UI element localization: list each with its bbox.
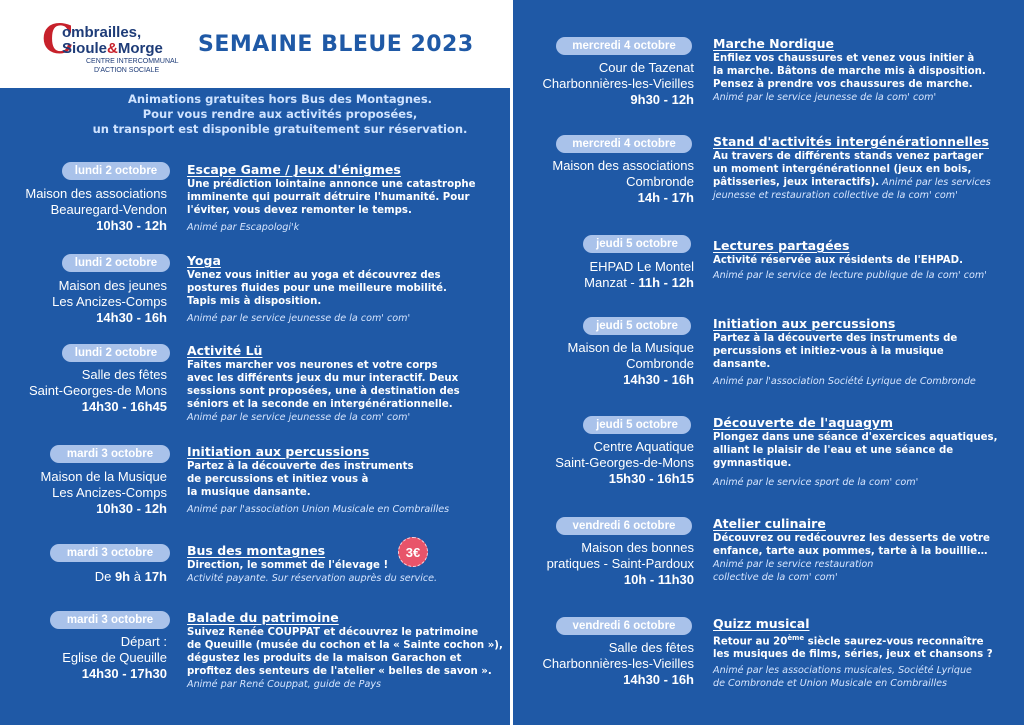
location-line: Maison de la Musique xyxy=(567,340,694,355)
event-date-pill: mercredi 4 octobre xyxy=(556,37,692,55)
event-location xyxy=(95,569,167,585)
event-location xyxy=(25,186,167,234)
event-time: 10h - 11h30 xyxy=(623,572,694,587)
activity-note: Animé par le service restauration xyxy=(713,559,874,570)
location-line: EHPAD Le Montel xyxy=(589,259,694,274)
activity-title: Marche Nordique xyxy=(713,36,834,51)
activity-desc-line: gymnastique. xyxy=(713,458,792,469)
time-sep: à xyxy=(130,569,145,584)
logo-line-3: CENTRE INTERCOMMUNAL xyxy=(86,58,179,65)
event-activity xyxy=(713,415,997,489)
time-range: 11h - 12h xyxy=(638,275,694,290)
activity-desc-line: l'éviter, vous devez remonter le temps. xyxy=(187,205,412,216)
event-date-pill: vendredi 6 octobre xyxy=(556,617,692,635)
superscript: ème xyxy=(787,634,805,642)
event-time: 9h30 - 12h xyxy=(630,92,694,107)
activity-desc-line: profitez des senteurs de l'atelier « belles de savon ». xyxy=(187,666,492,677)
activity-note: Animé par le service sport de la com' com' xyxy=(713,477,919,488)
intro-line-1: Animations gratuites hors Bus des Montagnes. xyxy=(127,92,433,106)
event-date-pill: mercredi 4 octobre xyxy=(556,135,692,153)
activity-desc-line: de Queuille (musée du cochon et la « Sainte cochon »), xyxy=(187,640,503,651)
activity-desc-line: un moment intergénérationnel (jeux en bois, xyxy=(713,164,972,175)
page-title: SEMAINE BLEUE 2023 xyxy=(198,32,474,57)
activity-desc-line: dansante. xyxy=(713,359,771,370)
event-date-pill: vendredi 6 octobre xyxy=(556,517,692,535)
location-line: Cour de Tazenat xyxy=(598,60,694,75)
activity-desc-line: la musique dansante. xyxy=(187,487,311,498)
time-start: 9h xyxy=(114,569,131,584)
activity-desc-line: Découvrez ou redécouvrez les desserts de votre xyxy=(713,533,990,544)
location-line: Les Ancizes-Comps xyxy=(52,294,167,309)
activity-title: Initiation aux percussions xyxy=(713,316,896,331)
event-date-pill: mardi 3 octobre xyxy=(50,611,170,629)
activity-title: Stand d'activités intergénérationnelles xyxy=(713,134,989,149)
activity-note: Activité payante. Sur réservation auprès du service. xyxy=(187,573,438,584)
intro-line-2: Pour vous rendre aux activités proposées, xyxy=(142,107,418,121)
activity-desc-text: siècle saurez-vous reconnaître xyxy=(804,636,984,648)
activity-title: Yoga xyxy=(187,253,221,268)
event-date-pill: lundi 2 octobre xyxy=(62,162,170,180)
activity-title: Initiation aux percussions xyxy=(187,444,370,459)
location-line: Départ : xyxy=(120,634,167,649)
event-time: 10h30 - 12h xyxy=(96,501,167,516)
activity-title: Bus des montagnes xyxy=(187,543,326,558)
location-line: Combronde xyxy=(626,174,694,189)
location-line: pratiques - Saint-Pardoux xyxy=(546,556,694,571)
logo-word-morge: Morge xyxy=(117,40,163,57)
activity-desc-line: imminente qui pourrait détruire l'humanité. Pour xyxy=(187,192,470,203)
activity-desc-line: séniors et la seconde en intergénérationnelle. xyxy=(187,399,453,410)
event-time: 14h30 - 16h45 xyxy=(81,399,167,414)
event-time: 14h30 - 16h xyxy=(623,672,694,687)
location-line: Salle des fêtes xyxy=(608,640,694,655)
event-time: 15h30 - 16h15 xyxy=(608,471,694,486)
activity-desc-line: de percussions et initiez vous à xyxy=(187,474,369,485)
location-line: Centre Aquatique xyxy=(593,439,694,454)
activity-title: Découverte de l'aquagym xyxy=(713,415,894,430)
event-location xyxy=(41,469,167,517)
activity-note: Animé par les associations musicales, Société Lyrique xyxy=(713,665,972,677)
event-time: 14h - 17h xyxy=(637,190,694,205)
event-time xyxy=(95,569,167,585)
activity-note: Animé par le service jeunesse de la com' com' xyxy=(187,313,411,324)
event-activity xyxy=(187,610,503,691)
activity-desc-line: postures fluides pour une meilleure mobilité. xyxy=(187,283,447,294)
activity-title: Balade du patrimoine xyxy=(187,610,339,625)
location-line: Les Ancizes-Comps xyxy=(52,485,167,500)
activity-desc-line: Enfilez vos chaussures et venez vous initier à xyxy=(713,53,975,64)
intro-text xyxy=(80,92,480,137)
activity-desc-line: les musiques de films, séries, jeux et chansons ? xyxy=(713,649,993,661)
activity-desc-line: avec les différents jeux du mur interactif. Deux xyxy=(187,373,459,384)
logo-line-1: ombrailles, xyxy=(62,24,142,41)
location-line: Salle des fêtes xyxy=(81,367,167,382)
activity-note: de Combronde et Union Musicale en Combrailles xyxy=(713,678,948,690)
activity-desc-line xyxy=(713,632,993,648)
event-date-pill: lundi 2 octobre xyxy=(62,254,170,272)
event-time: 14h30 - 16h xyxy=(96,310,167,325)
activity-note: Animé par René Couppat, guide de Pays xyxy=(187,679,381,690)
activity-note: Animé par le service de lecture publique de la com' com' xyxy=(713,270,987,281)
logo-line-2 xyxy=(62,40,163,57)
activity-desc-line: Partez à la découverte des instruments de xyxy=(713,333,958,344)
logo-line-4: D'ACTION SOCIALE xyxy=(94,67,160,74)
event-location xyxy=(584,259,694,291)
event-time: 14h30 - 17h30 xyxy=(81,666,167,681)
activity-desc-line: alliant le plaisir de l'eau et une séance de xyxy=(713,445,954,456)
location-line: Saint-Georges-de Mons xyxy=(28,383,167,398)
activity-desc-line: Pensez à prendre vos chaussures de marche. xyxy=(713,79,973,90)
activity-title: Escape Game / Jeux d'énigmes xyxy=(187,162,401,177)
event-date-pill: mardi 3 octobre xyxy=(50,544,170,562)
event-date-pill: jeudi 5 octobre xyxy=(583,317,691,335)
event-location xyxy=(62,634,167,682)
activity-note-inline: Animé par les services xyxy=(879,177,991,188)
activity-desc-line: Faites marcher vos neurones et votre corps xyxy=(187,360,438,371)
activity-title: Lectures partagées xyxy=(713,238,850,253)
activity-title: Activité Lü xyxy=(187,343,263,358)
activity-desc-line: sessions sont proposées, une à destination des xyxy=(187,386,460,397)
activity-note: Animé par l'association Société Lyrique de Combronde xyxy=(713,376,976,387)
activity-desc-line: Tapis mis à disposition. xyxy=(187,296,322,307)
activity-note: Animé par Escapologi'k xyxy=(187,222,300,233)
location-line: Maison de la Musique xyxy=(40,469,167,484)
event-time xyxy=(584,275,694,291)
event-location xyxy=(52,278,167,326)
time-end: 17h xyxy=(144,569,167,584)
location-line: Combronde xyxy=(626,356,694,371)
logo-ampersand: & xyxy=(107,40,118,57)
intro-line-3: un transport est disponible gratuitement sur réservation. xyxy=(92,122,468,136)
event-location xyxy=(552,158,694,206)
event-activity xyxy=(187,253,447,325)
location-line: Charbonnières-les-Vieilles xyxy=(542,656,694,671)
event-activity xyxy=(713,516,990,584)
activity-desc-line: Une prédiction lointaine annonce une catastrophe xyxy=(187,179,476,190)
logo-initial: C xyxy=(42,16,74,63)
activity-desc-line: la marche. Bâtons de marche mis à disposition. xyxy=(713,66,986,77)
event-location xyxy=(547,540,694,588)
activity-desc-line: Direction, le sommet de l'élevage ! xyxy=(187,560,389,571)
activity-desc-text: Retour au 20 xyxy=(713,636,788,648)
event-location xyxy=(29,367,167,415)
activity-desc-line: Suivez Renée COUPPAT et découvrez le patrimoine xyxy=(187,627,479,638)
activity-desc-line: Partez à la découverte des instruments xyxy=(187,461,414,472)
activity-desc-line: enfance, tarte aux pommes, tarte à la bouillie… xyxy=(713,546,988,557)
event-activity xyxy=(187,162,476,234)
event-activity xyxy=(713,316,976,388)
logo-word-sioule: Sioule xyxy=(62,40,108,57)
activity-title: Quizz musical xyxy=(713,616,810,631)
event-date-pill: lundi 2 octobre xyxy=(62,344,170,362)
activity-desc-line: Plongez dans une séance d'exercices aquatiques, xyxy=(713,432,998,443)
activity-desc-line: dégustez les produits de la maison Garachon et xyxy=(187,653,462,664)
event-date-pill: jeudi 5 octobre xyxy=(583,235,691,253)
event-activity xyxy=(713,36,986,104)
location-line: Charbonnières-les-Vieilles xyxy=(542,76,694,91)
activity-title: Atelier culinaire xyxy=(713,516,826,531)
cias-logo xyxy=(42,14,182,80)
event-activity xyxy=(713,134,991,202)
location-line: Beauregard-Vendon xyxy=(50,202,167,217)
event-location xyxy=(543,640,695,688)
activity-note: collective de la com' com' xyxy=(713,572,838,583)
event-activity xyxy=(713,238,987,282)
event-time: 10h30 - 12h xyxy=(96,218,167,233)
activity-desc-line: Venez vous initier au yoga et découvrez des xyxy=(187,270,441,281)
location-line: Saint-Georges-de-Mons xyxy=(555,455,694,470)
event-time: 14h30 - 16h xyxy=(623,372,694,387)
event-activity xyxy=(187,343,460,424)
activity-desc-line: Au travers de différents stands venez partager xyxy=(713,151,984,162)
event-location xyxy=(543,60,695,108)
location-line: Maison des associations xyxy=(552,158,694,173)
location-line: Eglise de Queuille xyxy=(62,650,167,665)
activity-note: Animé par l'association Union Musicale en Combrailles xyxy=(187,504,450,515)
location-line: Maison des bonnes xyxy=(581,540,694,555)
event-date-pill: jeudi 5 octobre xyxy=(583,416,691,434)
event-location xyxy=(555,439,694,487)
price-badge: 3€ xyxy=(398,537,428,567)
time-prefix: De xyxy=(94,569,115,584)
activity-note: jeunesse et restauration collective de la com' com' xyxy=(713,190,958,201)
activity-desc-text: pâtisseries, jeux interactifs). xyxy=(713,177,880,188)
event-date-pill: mardi 3 octobre xyxy=(50,445,170,463)
location-line: Maison des jeunes xyxy=(58,278,167,293)
location-line: Maison des associations xyxy=(25,186,167,201)
activity-desc-line: percussions et initiez-vous à la musique xyxy=(713,346,944,357)
event-activity xyxy=(187,444,449,516)
activity-note: Animé par le service jeunesse de la com' com' xyxy=(187,412,411,423)
activity-desc-line xyxy=(713,176,991,189)
time-prefix: Manzat - xyxy=(584,275,639,290)
event-location xyxy=(568,340,694,388)
activity-desc-line: Activité réservée aux résidents de l'EHPAD. xyxy=(713,255,963,266)
event-activity xyxy=(713,616,993,690)
activity-note: Animé par le service jeunesse de la com' com' xyxy=(713,92,937,103)
